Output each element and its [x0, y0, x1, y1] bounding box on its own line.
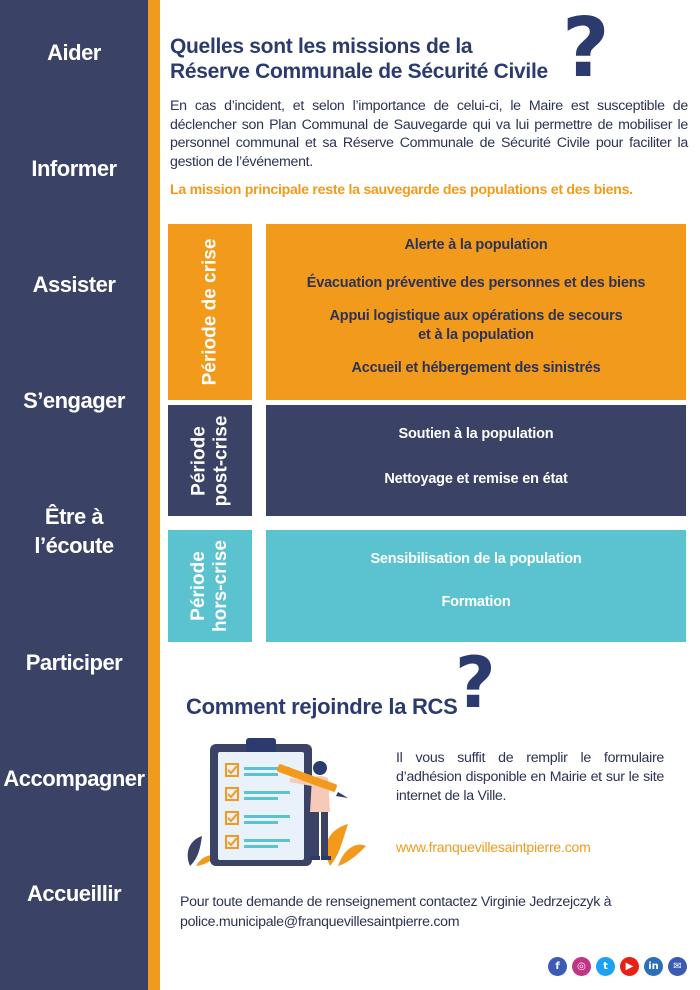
contact-info: [180, 892, 660, 932]
sidebar-accent-stripe: [148, 0, 160, 990]
period-label-post-crisis: [168, 405, 252, 516]
sidebar-word-etre-a: Être à: [44, 504, 104, 529]
period-label-post-crisis-line2: post-crise: [210, 415, 231, 506]
sidebar-word-informer: Informer: [31, 156, 117, 181]
clipboard-illustration: [180, 734, 370, 872]
crisis-item-evacuation: Évacuation préventive des personnes et des biens: [306, 275, 646, 291]
period-label-hors-crisis-text: [188, 540, 232, 632]
instagram-icon[interactable]: ◎: [572, 957, 591, 976]
intro-paragraph: En cas d’incident, et selon l’importance de celui-ci, le Maire est susceptible de déclencher son Plan Communal de Sauvegarde qui va lui permettre de mobiliser le personnel communal et sa Réserve Communale de Sécurité Civile pour faciliter la gestion de l’événement.: [170, 98, 688, 170]
website-link[interactable]: www.franquevillesaintpierre.com: [396, 839, 591, 855]
sidebar-word-lecoute: l’écoute: [34, 533, 114, 558]
facebook-icon[interactable]: f: [548, 957, 567, 976]
sidebar-word-participer: Participer: [25, 650, 123, 675]
crisis-item-alerte: Alerte à la population: [404, 237, 548, 253]
period-label-hors-crisis: [168, 530, 252, 642]
period-box-post-crisis: [266, 405, 686, 516]
clipboard-clip: [246, 738, 276, 752]
crisis-item-accueil: Accueil et hébergement des sinistrés: [351, 360, 601, 376]
period-label-crisis: [168, 224, 252, 400]
period-label-crisis-text: Période de crise: [199, 238, 221, 386]
crisis-item-appui: Appui logistique aux opérations de secours: [329, 308, 623, 324]
page-title: [170, 34, 570, 84]
join-title: Comment rejoindre la RCS: [186, 694, 458, 719]
sidebar-word-accueillir: Accueillir: [26, 881, 122, 906]
post-crisis-item-nettoyage: Nettoyage et remise en état: [384, 471, 568, 487]
period-label-hors-crisis-line2: hors-crise: [210, 540, 231, 632]
join-question-mark-icon: ?: [455, 642, 496, 724]
period-label-hors-crisis-line1: Période: [188, 551, 209, 621]
period-label-post-crisis-line1: Période: [188, 425, 209, 496]
crisis-item-appui-line2: et à la population: [418, 327, 534, 343]
sidebar-word-assister: Assister: [32, 272, 116, 297]
join-description: Il vous suffit de remplir le formulaire d’adhésion disponible en Mairie et sur le site internet de la Ville.: [396, 750, 664, 804]
social-links: [548, 957, 687, 977]
sidebar-word-sengager: S’engager: [23, 388, 125, 413]
hors-crisis-item-formation: Formation: [441, 594, 511, 610]
newsletter-icon[interactable]: ✉: [668, 957, 687, 976]
period-box-crisis: [266, 224, 686, 400]
question-mark-icon: ?: [562, 1, 610, 96]
page-title-line1: Quelles sont les missions de la: [170, 35, 473, 58]
sidebar-word-aider: Aider: [47, 40, 101, 65]
period-box-hors-crisis: [266, 530, 686, 642]
contact-email[interactable]: police.municipale@franquevillesaintpierre.com: [180, 914, 460, 930]
intro-highlight: La mission principale reste la sauvegarde des populations et des biens.: [170, 182, 633, 198]
sidebar: [0, 0, 148, 990]
linkedin-icon[interactable]: in: [644, 957, 663, 976]
hors-crisis-item-sensibilisation: Sensibilisation de la population: [370, 551, 582, 567]
page-title-line2: Réserve Communale de Sécurité Civile: [170, 60, 548, 83]
twitter-icon[interactable]: t: [596, 957, 615, 976]
sidebar-word-accompagner: Accompagner: [3, 766, 145, 791]
post-crisis-item-soutien: Soutien à la population: [398, 426, 554, 442]
period-label-post-crisis-text: [188, 415, 232, 506]
leaf-shape: [338, 845, 366, 866]
youtube-icon[interactable]: ▶: [620, 957, 639, 976]
contact-line1: Pour toute demande de renseignement contactez Virginie Jedrzejczyk à: [180, 894, 612, 910]
